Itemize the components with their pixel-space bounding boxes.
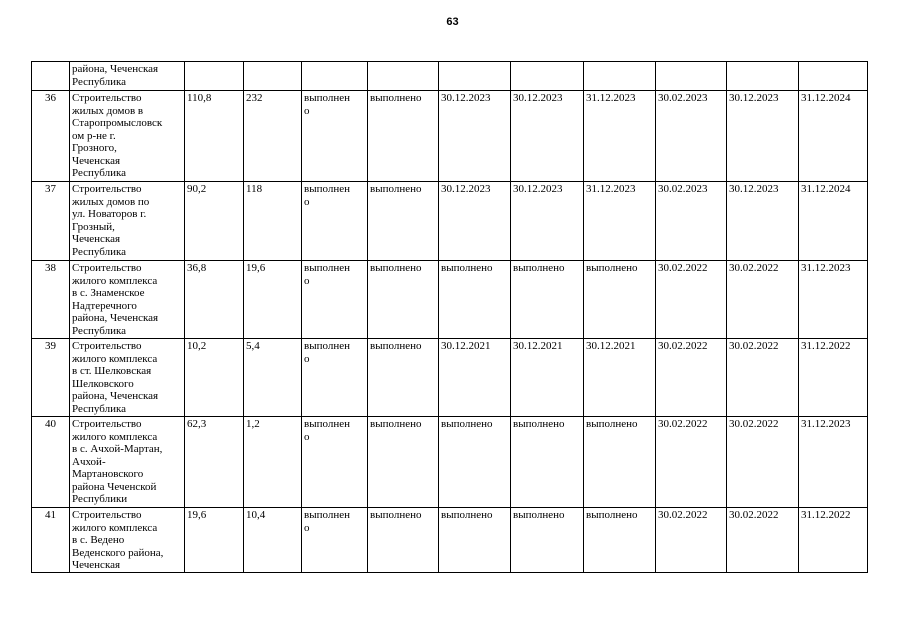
cell-status-2: выполнено — [368, 339, 439, 417]
cell-number — [32, 62, 70, 91]
table-row — [32, 182, 868, 261]
cell-date-2: 30.12.2023 — [511, 91, 584, 182]
cell-status-1: выполнен о — [302, 508, 368, 573]
cell-date-6 — [799, 62, 868, 91]
cell-date-1: выполнено — [439, 417, 511, 508]
cell-date-2: выполнено — [511, 417, 584, 508]
cell-date-4: 30.02.2023 — [656, 182, 727, 261]
cell-value-2: 10,4 — [244, 508, 302, 573]
cell-date-5: 30.12.2023 — [727, 91, 799, 182]
cell-value-1 — [185, 62, 244, 91]
cell-value-1: 90,2 — [185, 182, 244, 261]
cell-date-3: 31.12.2023 — [584, 91, 656, 182]
cell-date-3: выполнено — [584, 417, 656, 508]
cell-date-3 — [584, 62, 656, 91]
cell-status-2: выполнено — [368, 261, 439, 339]
cell-date-1: 30.12.2023 — [439, 91, 511, 182]
cell-date-2: выполнено — [511, 508, 584, 573]
cell-value-2: 19,6 — [244, 261, 302, 339]
cell-object-name: Строительство жилого комплекса в ст. Шелковская Шелковского района, Чеченская Республика — [70, 339, 185, 417]
cell-status-1: выполнен о — [302, 339, 368, 417]
table-row — [32, 91, 868, 182]
cell-date-5: 30.12.2023 — [727, 182, 799, 261]
cell-date-5: 30.02.2022 — [727, 417, 799, 508]
cell-date-6: 31.12.2023 — [799, 417, 868, 508]
page-number: 63 — [446, 16, 459, 28]
cell-number: 41 — [32, 508, 70, 573]
cell-object-name: Строительство жилого комплекса в с. Ачхой-Мартан, Ачхой- Мартановского района Чеченской Республики — [70, 417, 185, 508]
cell-value-2 — [244, 62, 302, 91]
cell-date-3: выполнено — [584, 508, 656, 573]
cell-date-4: 30.02.2023 — [656, 91, 727, 182]
cell-object-name: района, Чеченская Республика — [70, 62, 185, 91]
table-row — [32, 62, 868, 91]
cell-value-2: 1,2 — [244, 417, 302, 508]
cell-date-1: выполнено — [439, 261, 511, 339]
cell-date-4: 30.02.2022 — [656, 261, 727, 339]
cell-status-2: выполнено — [368, 508, 439, 573]
cell-date-6: 31.12.2024 — [799, 182, 868, 261]
cell-date-6: 31.12.2022 — [799, 339, 868, 417]
cell-status-2: выполнено — [368, 182, 439, 261]
cell-date-3: выполнено — [584, 261, 656, 339]
cell-date-4 — [656, 62, 727, 91]
cell-value-1: 36,8 — [185, 261, 244, 339]
cell-date-5: 30.02.2022 — [727, 261, 799, 339]
cell-object-name: Строительство жилых домов в Старопромысловск ом р-не г. Грозного, Чеченская Республика — [70, 91, 185, 182]
table-row — [32, 417, 868, 508]
cell-status-1: выполнен о — [302, 91, 368, 182]
cell-status-1 — [302, 62, 368, 91]
cell-date-6: 31.12.2024 — [799, 91, 868, 182]
table-row — [32, 508, 868, 573]
cell-value-1: 19,6 — [185, 508, 244, 573]
cell-date-2: 30.12.2023 — [511, 182, 584, 261]
cell-status-2: выполнено — [368, 417, 439, 508]
cell-status-1: выполнен о — [302, 261, 368, 339]
cell-date-5: 30.02.2022 — [727, 508, 799, 573]
table-row — [32, 339, 868, 417]
cell-value-2: 5,4 — [244, 339, 302, 417]
cell-date-2: 30.12.2021 — [511, 339, 584, 417]
cell-status-2 — [368, 62, 439, 91]
cell-date-2 — [511, 62, 584, 91]
cell-number: 36 — [32, 91, 70, 182]
cell-number: 39 — [32, 339, 70, 417]
cell-date-6: 31.12.2023 — [799, 261, 868, 339]
cell-value-2: 232 — [244, 91, 302, 182]
cell-date-6: 31.12.2022 — [799, 508, 868, 573]
cell-date-3: 30.12.2021 — [584, 339, 656, 417]
cell-status-1: выполнен о — [302, 417, 368, 508]
cell-date-2: выполнено — [511, 261, 584, 339]
construction-table — [31, 61, 868, 573]
cell-value-1: 62,3 — [185, 417, 244, 508]
cell-date-1: выполнено — [439, 508, 511, 573]
cell-number: 37 — [32, 182, 70, 261]
cell-value-2: 118 — [244, 182, 302, 261]
cell-value-1: 110,8 — [185, 91, 244, 182]
cell-date-4: 30.02.2022 — [656, 339, 727, 417]
table-row — [32, 261, 868, 339]
cell-date-4: 30.02.2022 — [656, 508, 727, 573]
cell-object-name: Строительство жилых домов по ул. Новаторов г. Грозный, Чеченская Республика — [70, 182, 185, 261]
cell-object-name: Строительство жилого комплекса в с. Знаменское Надтеречного района, Чеченская Республика — [70, 261, 185, 339]
cell-date-5 — [727, 62, 799, 91]
cell-date-1: 30.12.2023 — [439, 182, 511, 261]
cell-status-2: выполнено — [368, 91, 439, 182]
cell-date-5: 30.02.2022 — [727, 339, 799, 417]
cell-status-1: выполнен о — [302, 182, 368, 261]
cell-number: 38 — [32, 261, 70, 339]
cell-date-1 — [439, 62, 511, 91]
cell-date-3: 31.12.2023 — [584, 182, 656, 261]
cell-value-1: 10,2 — [185, 339, 244, 417]
cell-number: 40 — [32, 417, 70, 508]
cell-date-4: 30.02.2022 — [656, 417, 727, 508]
cell-object-name: Строительство жилого комплекса в с. Ведено Веденского района, Чеченская — [70, 508, 185, 573]
cell-date-1: 30.12.2021 — [439, 339, 511, 417]
